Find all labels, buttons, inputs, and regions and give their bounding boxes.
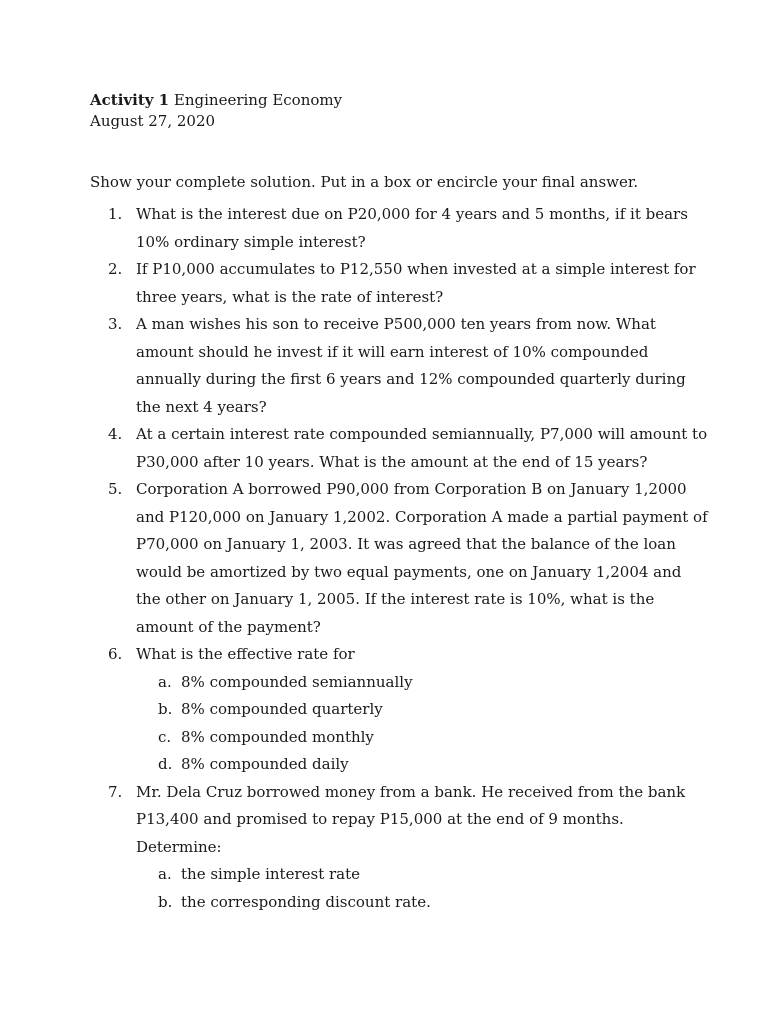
question-7 xyxy=(90,779,708,917)
question-text: At a certain interest rate compounded semiannually, P7,000 will amount to P30,000 after 10 years. What is the amount at the end of 15 years? xyxy=(136,425,708,471)
question-1 xyxy=(90,201,708,256)
sub-item xyxy=(136,696,708,724)
sub-item xyxy=(136,889,708,917)
question-number: 5. xyxy=(108,480,123,498)
sub-item xyxy=(136,751,708,779)
question-number: 7. xyxy=(108,782,123,801)
sub-item-letter: a. xyxy=(158,672,172,691)
sub-item-text: 8% compounded quarterly xyxy=(181,700,383,718)
question-text: A man wishes his son to receive P500,000 ten years from now. What amount should he invest if it will earn interest of 10% compounded annually during the first 6 years and 12% compounded quarterly during the next 4 years? xyxy=(136,315,686,416)
question-text: Mr. Dela Cruz borrowed money from a bank. He received from the bank P13,400 and promised to repay P15,000 at the end of 9 months. Determine: xyxy=(136,782,686,856)
sub-item-text: the simple interest rate xyxy=(181,865,361,883)
question-list xyxy=(90,201,708,916)
question-number: 4. xyxy=(108,425,123,443)
question-text: If P10,000 accumulates to P12,550 when invested at a simple interest for three years, what is the rate of interest? xyxy=(136,260,696,306)
question-number: 1. xyxy=(108,205,123,223)
question-text: Corporation A borrowed P90,000 from Corporation B on January 1,2000 and P120,000 on January 1,2002. Corporation A made a partial payment of P70,000 on January 1, 2003. It was agreed that the balance of the loan would be amortized by two equal payments, one on January 1,2004 and the other on January 1, 2005. If the interest rate is 10%, what is the amount of the payment? xyxy=(136,480,708,636)
subject-name: Engineering Economy xyxy=(173,91,343,109)
sub-item-letter: b. xyxy=(158,700,173,718)
question-3 xyxy=(90,311,708,421)
sub-item-text: the corresponding discount rate. xyxy=(181,892,431,911)
sub-item-letter: c. xyxy=(158,727,172,746)
instructions: Show your complete solution. Put in a box or encircle your final answer. xyxy=(90,173,639,191)
question-6 xyxy=(90,641,708,779)
sub-item xyxy=(136,861,708,889)
question-text: What is the effective rate for xyxy=(136,645,355,663)
question-4 xyxy=(90,421,708,476)
question-number: 6. xyxy=(108,645,123,663)
sub-item-letter: a. xyxy=(158,865,172,883)
sub-item-letter: b. xyxy=(158,892,173,911)
question-number: 2. xyxy=(108,260,123,278)
activity-date: August 27, 2020 xyxy=(90,112,216,130)
activity-label: Activity 1 xyxy=(90,91,170,109)
activity-title-line xyxy=(90,90,708,111)
sub-item xyxy=(136,724,708,752)
sub-item-letter: d. xyxy=(158,755,173,773)
sub-item xyxy=(136,669,708,697)
sub-item-text: 8% compounded semiannually xyxy=(181,672,413,691)
sub-item-list xyxy=(136,861,708,916)
question-5 xyxy=(90,476,708,641)
question-2 xyxy=(90,256,708,311)
question-text: What is the interest due on P20,000 for 4 years and 5 months, if it bears 10% ordinary simple interest? xyxy=(136,205,688,251)
question-number: 3. xyxy=(108,315,123,333)
sub-item-text: 8% compounded monthly xyxy=(181,727,374,746)
sub-item-text: 8% compounded daily xyxy=(181,755,349,773)
sub-item-list xyxy=(136,669,708,779)
